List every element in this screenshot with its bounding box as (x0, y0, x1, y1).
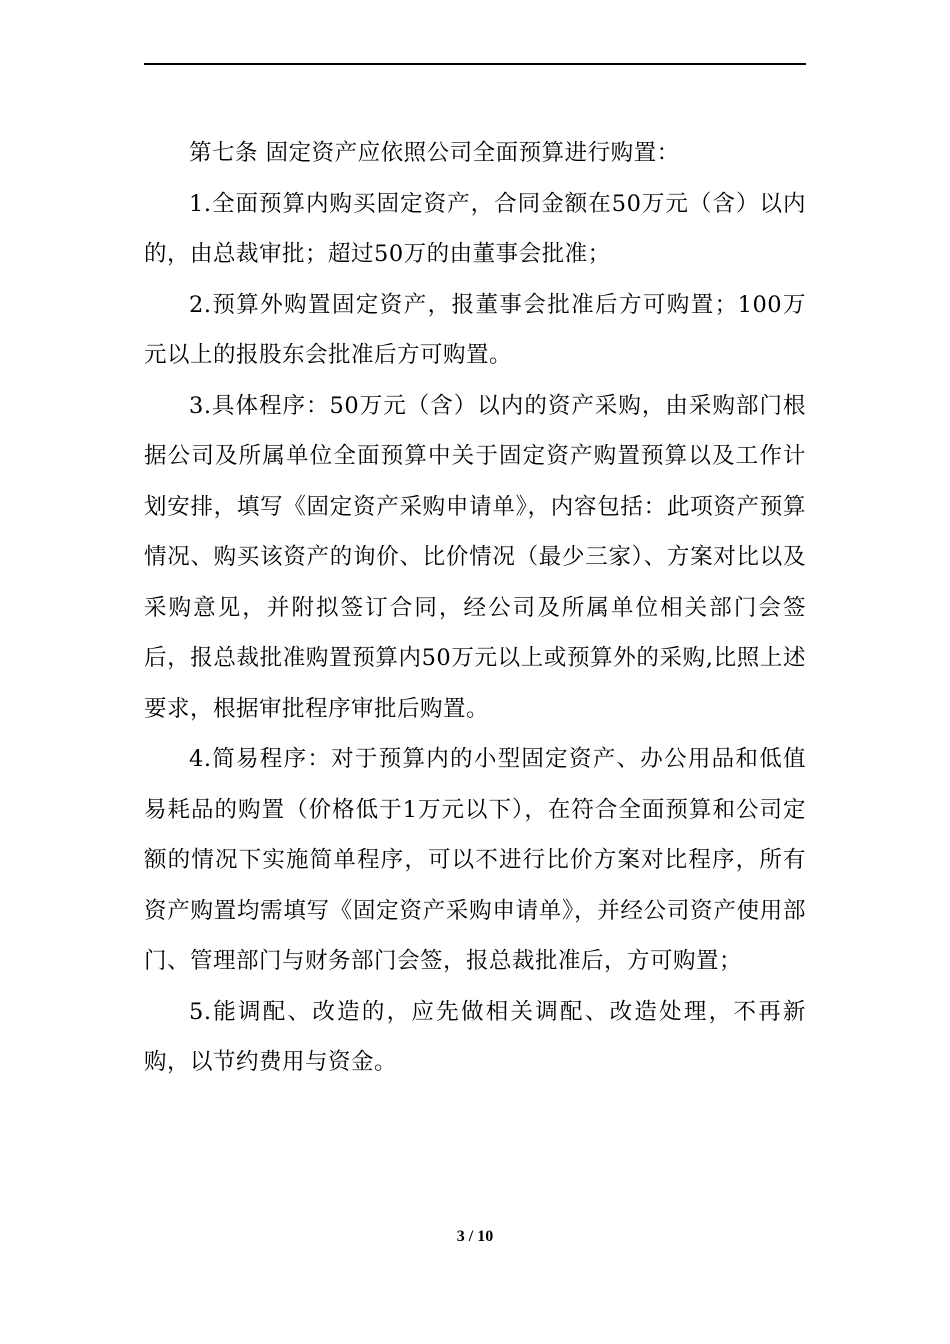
header-rule (144, 63, 806, 65)
paragraph-item-4: 4.简易程序：对于预算内的小型固定资产、办公用品和低值易耗品的购置（价格低于1万元以下），在符合全面预算和公司定额的情况下实施简单程序，可以不进行比价方案对比程序，所有资产购置均需填写《固定资产采购申请单》，并经公司资产使用部门、管理部门与财务部门会签，报总裁批准后，方可购置； (144, 746, 806, 974)
paragraph-item-5: 5.能调配、改造的，应先做相关调配、改造处理，不再新购，以节约费用与资金。 (144, 998, 806, 1075)
paragraph-item-1: 1.全面预算内购买固定资产，合同金额在50万元（含）以内的，由总裁审批；超过50万的由董事会批准； (144, 190, 806, 267)
page-number: 3 / 10 (456, 1228, 494, 1245)
paragraph-article-7: 第七条 固定资产应依照公司全面预算进行购置： (189, 140, 680, 166)
paragraph-item-2: 2.预算外购置固定资产，报董事会批准后方可购置；100万元以上的报股东会批准后方可购置。 (144, 291, 806, 368)
paragraph-item-3: 3.具体程序：50万元（含）以内的资产采购，由采购部门根据公司及所属单位全面预算中关于固定资产购置预算以及工作计划安排，填写《固定资产采购申请单》，内容包括：此项资产预算情况、购买该资产的询价、比价情况（最少三家）、方案对比以及采购意见，并附拟签订合同，经公司及所属单位相关部门会签后，报总裁批准购置预算内50万元以上或预算外的采购,比照上述要求，根据审批程序审批后购置。 (144, 392, 806, 722)
document-body (144, 128, 806, 1088)
